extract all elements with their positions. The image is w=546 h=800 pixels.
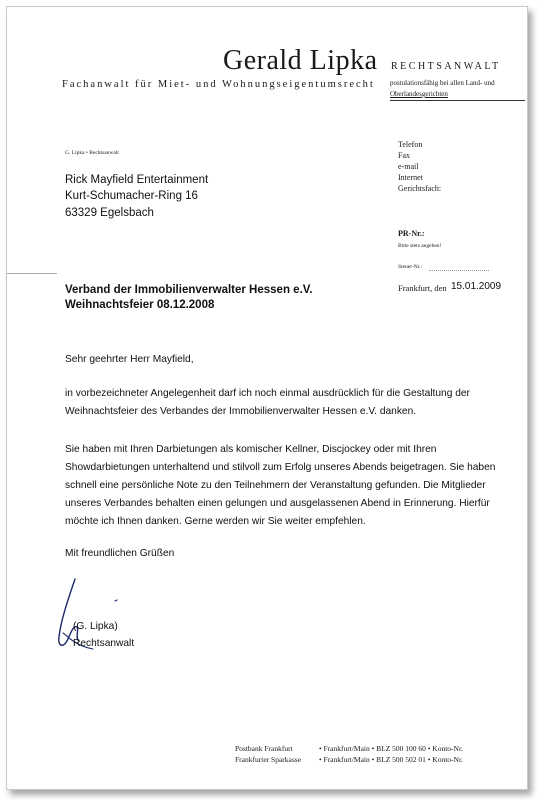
body-paragraph-2: Sie haben mit Ihren Darbietungen als komischer Kellner, Discjockey oder mit Ihren Showdarbietungen unterhaltend und stilvoll zum Erfolg unseres Abends beigetragen. Sie haben schnell eine persönliche Note zu den Teilnehmern der Veranstaltung gefunden. Die Mitglieder unseres Verbandes behalten einen gelungen und ausgelassenen Abend in Erinnerung. Hierfür möchte ich Ihnen danken. Gerne werden wir Sie weiter empfehlen. [65, 444, 496, 527]
letterhead-note-line2: Oberlandesgerichten [390, 90, 448, 98]
salutation: Sehr geehrter Herr Mayfield, [65, 354, 194, 365]
letterhead-note [390, 78, 495, 100]
bank-details [319, 743, 463, 765]
recipient-city: 63329 Egelsbach [65, 207, 154, 219]
letterhead-rule [390, 100, 525, 101]
letterhead-note-line1: postulationsfähig bei allen Land- und [390, 79, 495, 87]
recipient-address [65, 172, 208, 204]
fold-mark [7, 273, 57, 274]
recipient-line1: Rick Mayfield Entertainment [65, 174, 209, 186]
closing: Mit freundlichen Grüßen [65, 548, 175, 559]
letter-page [6, 6, 528, 790]
letterhead-name: Gerald Lipka [223, 45, 378, 76]
subject-line2: Weihnachtsfeier 08.12.2008 [65, 299, 215, 311]
bank-details-1: • Frankfurt/Main • BLZ 500 100 60 • Konto-Nr. [319, 744, 463, 753]
contact-internet: Internet [398, 173, 423, 182]
contact-email: e-mail [398, 162, 419, 171]
date-label: Frankfurt, den [398, 283, 447, 293]
bank-name-2: Frankfurter Sparkasse [235, 755, 302, 764]
subject [65, 283, 313, 313]
tax-number-line [429, 270, 489, 271]
contact-telefon: Telefon [398, 140, 423, 149]
pr-note: Bitte stets angeben! [398, 243, 442, 249]
tax-number-label: Steuer-Nr.: [398, 264, 423, 270]
pr-number-label: PR-Nr.: [398, 229, 425, 238]
letterhead-subtitle: Fachanwalt für Miet- und Wohnungseigentumsrecht [62, 79, 375, 90]
contact-gerichtsfach: Gerichtsfach: [398, 184, 442, 193]
signatory-role: Rechtsanwalt [73, 638, 135, 649]
bank-details-2: • Frankfurt/Main • BLZ 500 502 01 • Konto-Nr. [319, 755, 463, 764]
contact-fax: Fax [398, 151, 410, 160]
sender-line: G. Lipka • Rechtsanwalt [65, 150, 119, 156]
body-paragraph-1: in vorbezeichneter Angelegenheit darf ich noch einmal ausdrücklich für die Gestaltung der Weihnachtsfeier des Verbandes der Immobilienverwalter Hessen e.V. danken. [65, 388, 470, 417]
letterhead-title: RECHTSANWALT [391, 61, 501, 72]
bank-name-1: Postbank Frankfurt [235, 744, 293, 753]
signatory [73, 618, 134, 652]
contact-block [398, 139, 441, 194]
recipient-line2: Kurt-Schumacher-Ring 16 [65, 190, 198, 202]
date-value: 15.01.2009 [451, 281, 502, 292]
subject-line1: Verband der Immobilienverwalter Hessen e.V. [65, 284, 313, 296]
bank-names [235, 743, 301, 765]
signatory-name: (G. Lipka) [73, 621, 118, 632]
